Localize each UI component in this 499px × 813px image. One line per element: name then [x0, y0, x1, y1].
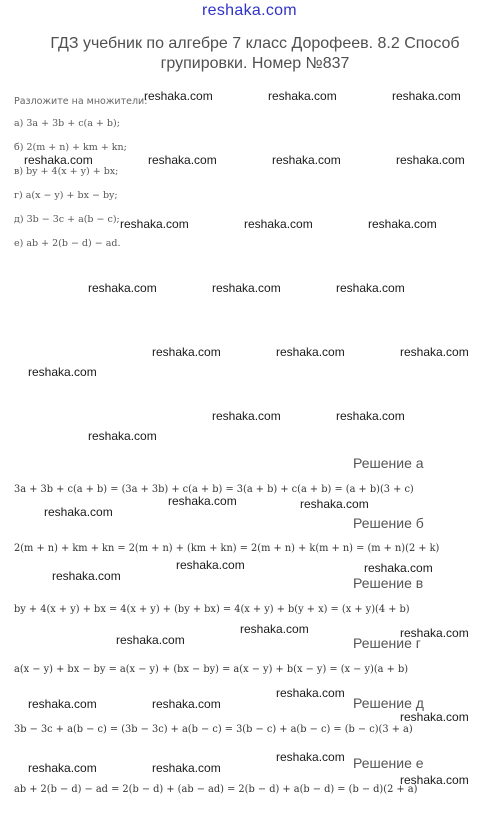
solution-formula-b: 2(m + n) + km + kn = 2(m + n) + (km + kn) = 2(m + n) + k(m + n) = (m + n)(2 + k)	[14, 543, 440, 554]
watermark-text: reshaka.com	[116, 633, 185, 647]
solution-heading-d: Решение д	[353, 695, 424, 711]
task-item-g: г) a(x − y) + bx − by;	[14, 190, 118, 201]
watermark-text: reshaka.com	[120, 217, 189, 231]
watermark-text: reshaka.com	[28, 761, 97, 775]
watermark-text: reshaka.com	[268, 89, 337, 103]
watermark-text: reshaka.com	[244, 217, 313, 231]
watermark-text: reshaka.com	[52, 569, 121, 583]
watermark-text: reshaka.com	[272, 153, 341, 167]
solution-heading-e: Решение е	[353, 755, 424, 771]
solution-heading-b: Решение б	[353, 515, 424, 531]
solution-heading-g: Решение г	[353, 635, 421, 651]
watermark-text: reshaka.com	[392, 89, 461, 103]
watermark-text: reshaka.com	[368, 217, 437, 231]
task-item-b: б) 2(m + n) + km + kn;	[14, 142, 127, 153]
watermark-text: reshaka.com	[240, 622, 309, 636]
watermark-text: reshaka.com	[176, 558, 245, 572]
watermark-text: reshaka.com	[88, 281, 157, 295]
watermark-text: reshaka.com	[336, 281, 405, 295]
watermark-text: reshaka.com	[400, 710, 469, 724]
watermark-text: reshaka.com	[276, 750, 345, 764]
solution-heading-v: Решение в	[353, 575, 424, 591]
watermark-text: reshaka.com	[400, 773, 469, 787]
solution-heading-a: Решение а	[353, 455, 424, 471]
solution-formula-v: by + 4(x + y) + bx = 4(x + y) + (by + bx) = 4(x + y) + b(y + x) = (x + y)(4 + b)	[14, 604, 410, 615]
watermark-text: reshaka.com	[28, 365, 97, 379]
task-item-e: е) ab + 2(b − d) − ad.	[14, 238, 121, 249]
watermark-text: reshaka.com	[144, 89, 213, 103]
watermark-text: reshaka.com	[276, 345, 345, 359]
watermark-text: reshaka.com	[396, 153, 465, 167]
watermark-text: reshaka.com	[152, 761, 221, 775]
task-item-v: в) by + 4(x + y) + bx;	[14, 166, 119, 177]
solution-formula-g: a(x − y) + bx − by = a(x − y) + (bx − by) = a(x − y) + b(x − y) = (x − y)(a + b)	[14, 664, 409, 675]
task-instruction: Разложите на множители:	[14, 96, 148, 107]
watermark-text: reshaka.com	[24, 153, 93, 167]
page-title: ГДЗ учебник по алгебре 7 класс Дорофеев. 8.2 Способ групировки. Номер №837	[50, 35, 460, 72]
watermark-text: reshaka.com	[364, 561, 433, 575]
watermark-text: reshaka.com	[152, 697, 221, 711]
solution-formula-e: ab + 2(b − d) − ad = 2(b − d) + (ab − ad) = 2(b − d) + a(b − d) = (b − d)(2 + a)	[14, 784, 418, 795]
watermark-text: reshaka.com	[276, 686, 345, 700]
solution-formula-a: 3a + 3b + c(a + b) = (3a + 3b) + c(a + b) = 3(a + b) + c(a + b) = (a + b)(3 + c)	[14, 484, 414, 495]
watermark-text: reshaka.com	[300, 497, 369, 511]
watermark-text: reshaka.com	[148, 153, 217, 167]
watermark-text: reshaka.com	[168, 494, 237, 508]
watermark-text: reshaka.com	[212, 409, 281, 423]
solution-formula-d: 3b − 3c + a(b − c) = (3b − 3c) + a(b − c) = 3(b − c) + a(b − c) = (b − c)(3 + a)	[14, 724, 413, 735]
watermark-text: reshaka.com	[336, 409, 405, 423]
watermark-text: reshaka.com	[28, 697, 97, 711]
watermark-text: reshaka.com	[44, 505, 113, 519]
watermark-text: reshaka.com	[212, 281, 281, 295]
task-item-a: а) 3a + 3b + c(a + b);	[14, 118, 120, 129]
site-logo-text[interactable]: reshaka.com	[202, 2, 297, 19]
task-item-d: д) 3b − 3c + a(b − c);	[14, 214, 120, 225]
watermark-text: reshaka.com	[400, 345, 469, 359]
watermark-text: reshaka.com	[152, 345, 221, 359]
watermark-text: reshaka.com	[400, 626, 469, 640]
watermark-text: reshaka.com	[88, 429, 157, 443]
